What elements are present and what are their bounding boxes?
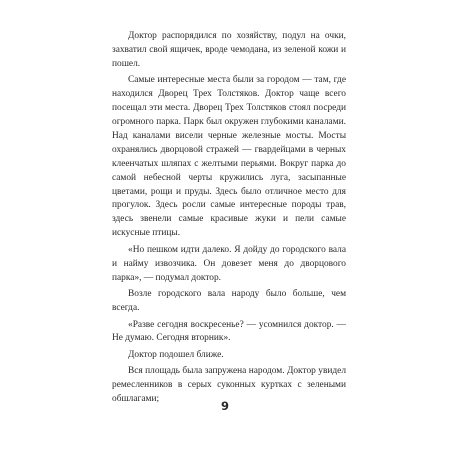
paragraph: Доктор подошел ближе.	[128, 349, 224, 360]
paragraph: Самые интересные места были за городом — там, где находился Дворец Трех Толстяков. Доктор чаще всего посещал эти места. Дворец Трех Толстяков стоял посреди огромного парка. Парк был окружен глубокими каналами. Над каналами висели черные железные мосты. Мосты охранялись дворцовой стражей — гвардейцами в черных клеенчатых шляпах с желтыми перьями. Вокруг парка до самой небесной черты кружились луга, засыпанные цветами, рощи и пруды. Здесь было отличное место для прогулок. Здесь росли самые интересные породы трав, здесь звенели самые красивые жуки и пели самые искусные птицы.	[112, 75, 346, 239]
body-text	[112, 30, 346, 410]
paragraph: Вся площадь была запружена народом. Доктор увидел ремесленников в серых суконных куртках с зелеными обшлагами;	[112, 366, 346, 405]
paragraph: Возле городского вала народу было больше, чем всегда.	[112, 289, 346, 313]
paragraph: Доктор распорядился по хозяйству, подул на очки, захватил свой ящичек, вроде чемодана, из зеленой кожи и пошел.	[112, 31, 346, 69]
page-number: 9	[220, 399, 229, 413]
paragraph: «Разве сегодня воскресенье? — усомнился доктор. — Не думаю. Сегодня вторник».	[112, 319, 346, 344]
paragraph: «Но пешком идти далеко. Я дойду до городского вала и найму извозчика. Он довезет меня до дворцового парка», — подумал доктор.	[112, 244, 346, 283]
